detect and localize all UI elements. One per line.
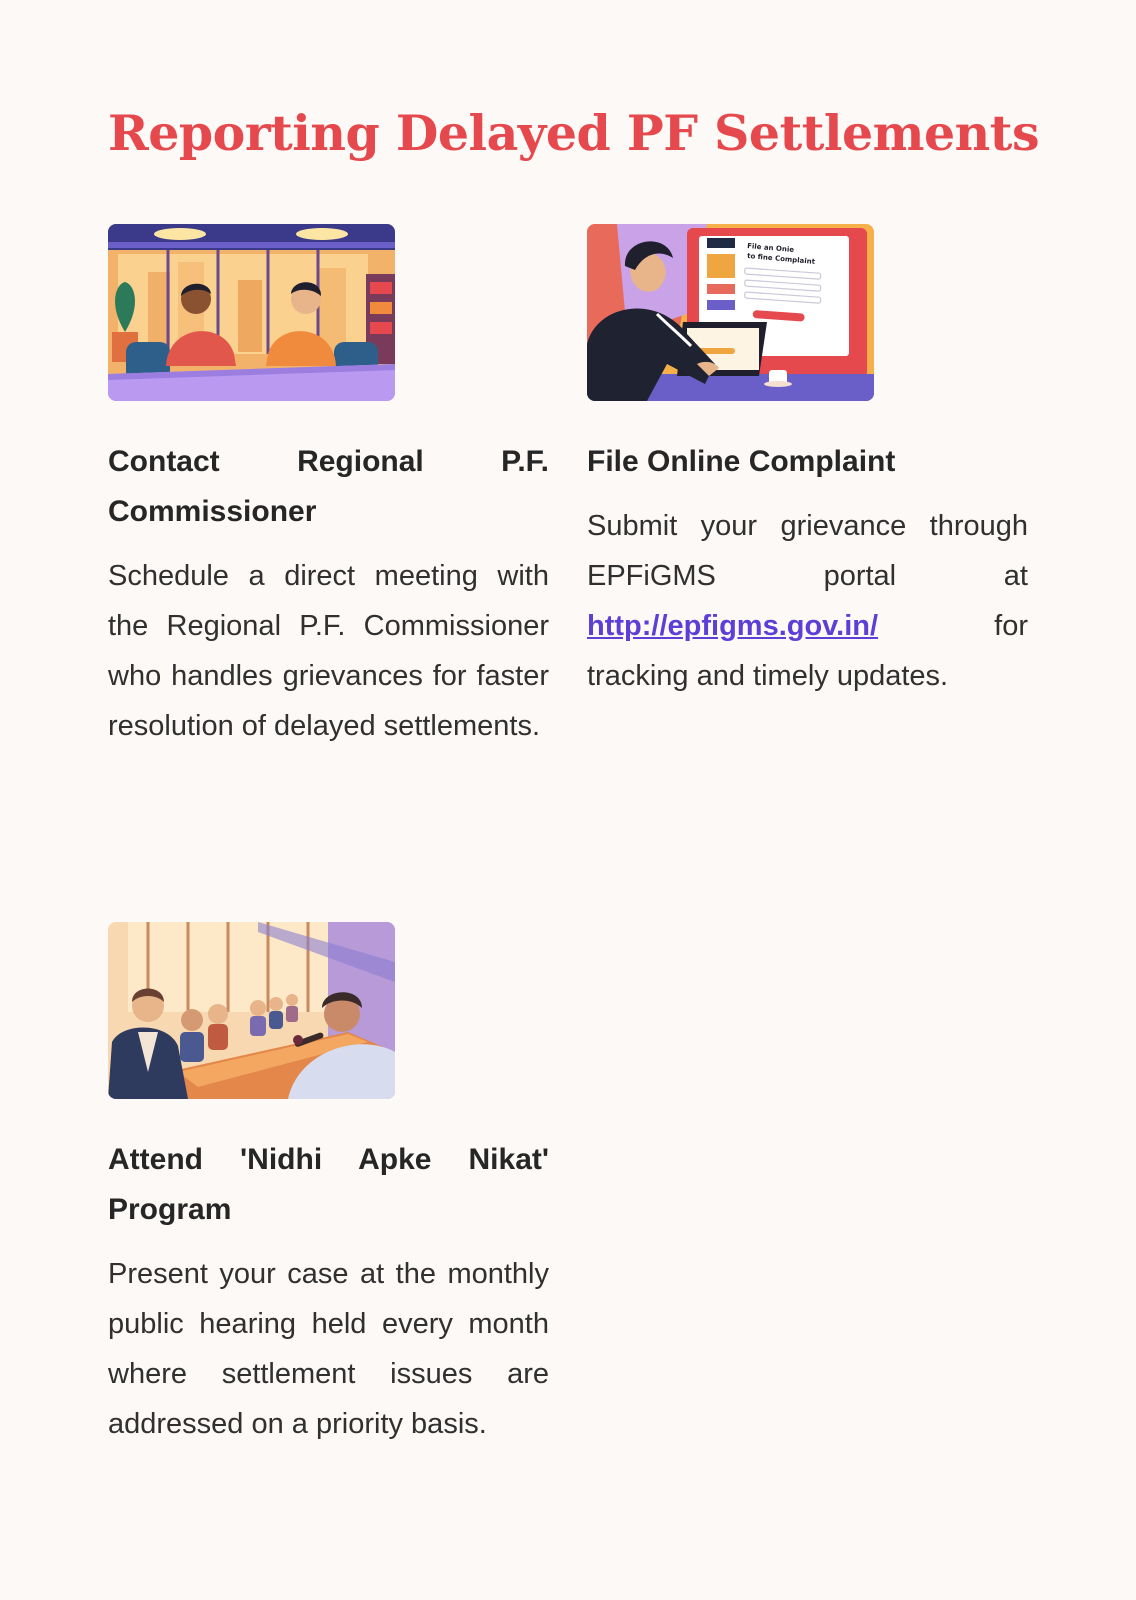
- epfigms-portal-link[interactable]: http://epfigms.gov.in/: [587, 610, 879, 642]
- card-description: Schedule a direct meeting with the Regional P.F. Commissioner who handles grievances for faster resolution of delayed settlements.: [108, 560, 549, 742]
- card-contact-commissioner: [108, 224, 549, 751]
- monitor-text-2: to fine Complaint: [746, 252, 816, 266]
- description-text-before: Submit your grievance through EPFiGMS portal at: [587, 510, 1028, 592]
- card-description: [587, 501, 1028, 701]
- card-file-online-complaint: [587, 224, 1028, 701]
- meeting-illustration: [108, 224, 395, 401]
- card-heading: Contact Regional P.F. Commissioner: [108, 445, 549, 528]
- card-description: Present your case at the monthly public hearing held every month where settlement issues are addressed on a priority basis.: [108, 1258, 549, 1440]
- card-heading: Attend 'Nidhi Apke Nikat' Program: [108, 1143, 549, 1226]
- monitor-text-1: File an Onie: [746, 242, 795, 255]
- description-text-after: for tracking and timely updates.: [587, 610, 1028, 692]
- page-title: Reporting Delayed PF Settlements: [108, 104, 1040, 162]
- online-complaint-illustration: [587, 224, 874, 401]
- card-nidhi-apke-nikat: [108, 922, 549, 1449]
- card-heading: File Online Complaint: [587, 445, 896, 478]
- public-hearing-illustration: [108, 922, 395, 1099]
